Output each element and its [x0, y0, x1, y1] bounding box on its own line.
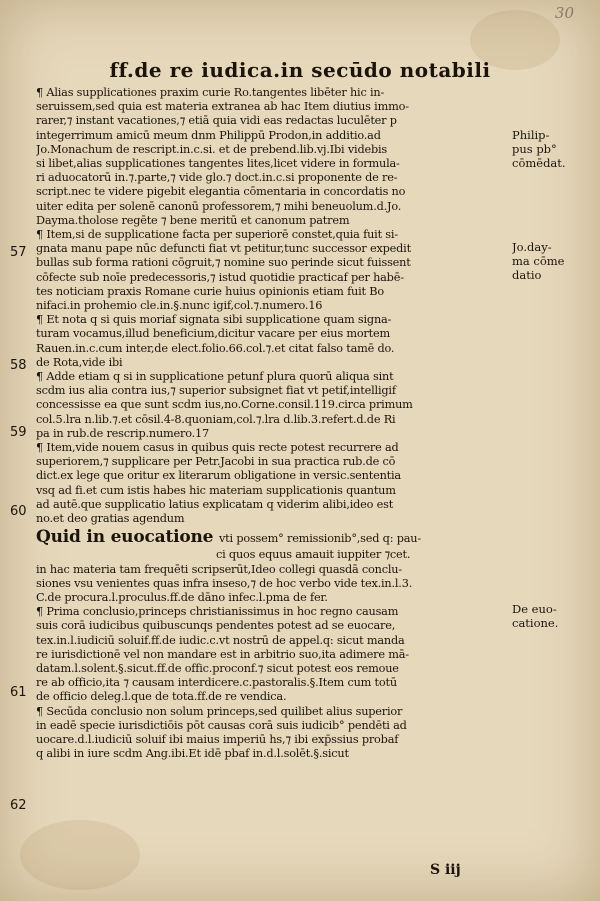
text-line: cōfecte sub noīe predecessoris,⁊ istud quotidie practicaf per habē-: [36, 270, 404, 284]
text-line: in hac materia tam frequēti scripserūt,Ideo collegi quasdā conclu-: [36, 562, 402, 576]
text-line: siones vsu venientes quas infra inseso,⁊ de hoc verbo vide tex.in.l.3.: [36, 576, 413, 590]
margin-number: 58: [10, 358, 27, 373]
text-line: Jo.Monachum de rescript.in.c.si. et de prebend.lib.vj.Ibi videbis: [36, 142, 387, 156]
text-line: de Rota,vide ibi: [36, 355, 123, 369]
text-line: ri aduocatorū in.⁊.parte,⁊ vide glo.⁊ doct.in.c.si proponente de re-: [36, 171, 398, 185]
text-line: nifaci.in prohemio cle.in.§.nunc igif,col.⁊.numero.16: [36, 299, 323, 313]
text-line: scdm ius alia contra ius,⁊ superior subsignet fiat vt petif,intelligif: [36, 384, 396, 398]
section-heading: [36, 528, 506, 548]
text-line: re iurisdictionē vel non mandare est in arbitrio suo,ita adimere mā-: [36, 647, 409, 661]
text-line: ¶ Item,vide nouem casus in quibus quis recte potest recurrere ad: [36, 441, 399, 455]
text-line: vsq ad fi.et cum istis habes hic materiam supplicationis quantum: [36, 483, 396, 497]
text-line: ad autē.que supplicatio latius explicatam q viderim alibi,ideo est: [36, 497, 394, 511]
text-line: Rauen.in.c.cum inter,de elect.folio.66.col.⁊.et citat falso tamē do.: [36, 341, 395, 355]
text-line: in eadē specie iurisdictiōis pōt causas corā suis iudicib° pendēti ad: [36, 718, 407, 732]
text-line: seruissem,sed quia est materia extranea ab hac Item diutius immo-: [36, 100, 409, 114]
text-line: integerrimum amicū meum dnm Philippū Prodon,in additio.ad: [36, 128, 381, 142]
text-line: ¶ Adde etiam q si in supplicatione petunf plura quorū aliqua sint: [36, 370, 394, 384]
margin-note: Jo.day- ma cōme datio: [512, 240, 565, 282]
folio-number: 30: [554, 4, 574, 22]
text-line: bullas sub forma rationi cōgruit,⁊ nomine suo perinde sicut fuissent: [36, 256, 411, 270]
text-line: ¶ Item,si de supplicatione facta per superiorē constet,quia fuit si-: [36, 228, 398, 242]
signature-mark: S iij: [430, 862, 461, 878]
text-line: script.nec te videre pigebit elegantia cōmentaria in concordatis no: [36, 185, 406, 199]
text-line: q alibi in iure scdm Ang.ibi.Et idē pbaf in.d.l.solēt.§.sicut: [36, 747, 349, 761]
text-line: de officio deleg.l.que de tota.ff.de re vendica.: [36, 690, 287, 704]
text-line: gnata manu pape nūc defuncti fiat vt petitur,tunc successor expedit: [36, 242, 411, 256]
margin-note: De euo- catione.: [512, 602, 559, 630]
text-line: rarer,⁊ instant vacationes,⁊ etiā quia vidi eas redactas luculēter p: [36, 114, 397, 128]
text-line: ci quos equus amauit iuppiter ⁊cet.: [216, 548, 411, 562]
text-line: dict.ex lege que oritur ex literarum obligatione in versic.sententia: [36, 469, 401, 483]
text-line: C.de procura.l.proculus.ff.de dāno infec.l.pma de fer.: [36, 590, 328, 604]
section-heading-title: Quid in euocatione: [36, 528, 214, 548]
text-line: no.et deo gratias agendum: [36, 512, 185, 526]
section-heading-rest: vti possem° remissionib°,sed q: pau-: [219, 532, 421, 546]
margin-number: 60: [10, 504, 27, 519]
text-line: uiter edita per solenē canonū professorem,⁊ mihi beneuolum.d.Jo.: [36, 199, 402, 213]
text-line: ¶ Et nota q si quis moriaf signata sibi supplicatione quam signa-: [36, 313, 392, 327]
text-line: ¶ Prima conclusio,princeps christianissimus in hoc regno causam: [36, 605, 399, 619]
text-line: uocare.d.l.iudiciū soluif ibi maius imperiū hs,⁊ ibi exp̄ssius probaf: [36, 732, 399, 746]
margin-note: Philip- pus pb° cōmēdat.: [512, 128, 566, 170]
margin-number: 57: [10, 245, 27, 260]
text-line: superiorem,⁊ supplicare per Petr.Jacobi in sua practica rub.de cō: [36, 455, 396, 469]
text-line: turam vocamus,illud beneficium,dicitur vacare per eius mortem: [36, 327, 390, 341]
running-header: ff.de re iudica.in secūdo notabili: [109, 58, 491, 82]
text-line: Dayma.tholose regēte ⁊ bene meritū et canonum patrem: [36, 213, 350, 227]
main-text: [36, 86, 506, 761]
text-line: col.5.lra n.lib.⁊.et cōsil.4-8.quoniam,col.⁊.lra d.lib.3.refert.d.de Ri: [36, 412, 396, 426]
text-line: pa in rub.de rescrip.numero.17: [36, 426, 210, 440]
text-line: suis corā iudicibus quibuscunqs pendentes potest ad se euocare,: [36, 619, 396, 633]
margin-number: 61: [10, 685, 27, 700]
text-line: ¶ Alias supplicationes praxim curie Ro.tangentes libēter hic in-: [36, 86, 385, 99]
text-line: tex.in.l.iudiciū soluif.ff.de iudic.c.vt nostrū de appel.q: sicut manda: [36, 633, 405, 647]
margin-number: 59: [10, 425, 27, 440]
text-line: datam.l.solent.§.sicut.ff.de offic.proconf.⁊ sicut potest eos remoue: [36, 661, 399, 675]
text-line: concessisse ea que sunt scdm ius,no.Corne.consil.119.circa primum: [36, 398, 413, 412]
text-line: tes noticiam praxis Romane curie huius opinionis etiam fuit Bo: [36, 284, 384, 298]
text-line: ¶ Secūda conclusio non solum princeps,sed quilibet alius superior: [36, 704, 403, 718]
text-line: re ab officio,ita ⁊ causam interdicere.c.pastoralis.§.Item cum totū: [36, 676, 397, 690]
margin-number: 62: [10, 798, 27, 813]
paper-stain: [20, 820, 140, 890]
text-line: si libet,alias supplicationes tangentes lites,licet videre in formula-: [36, 157, 400, 171]
